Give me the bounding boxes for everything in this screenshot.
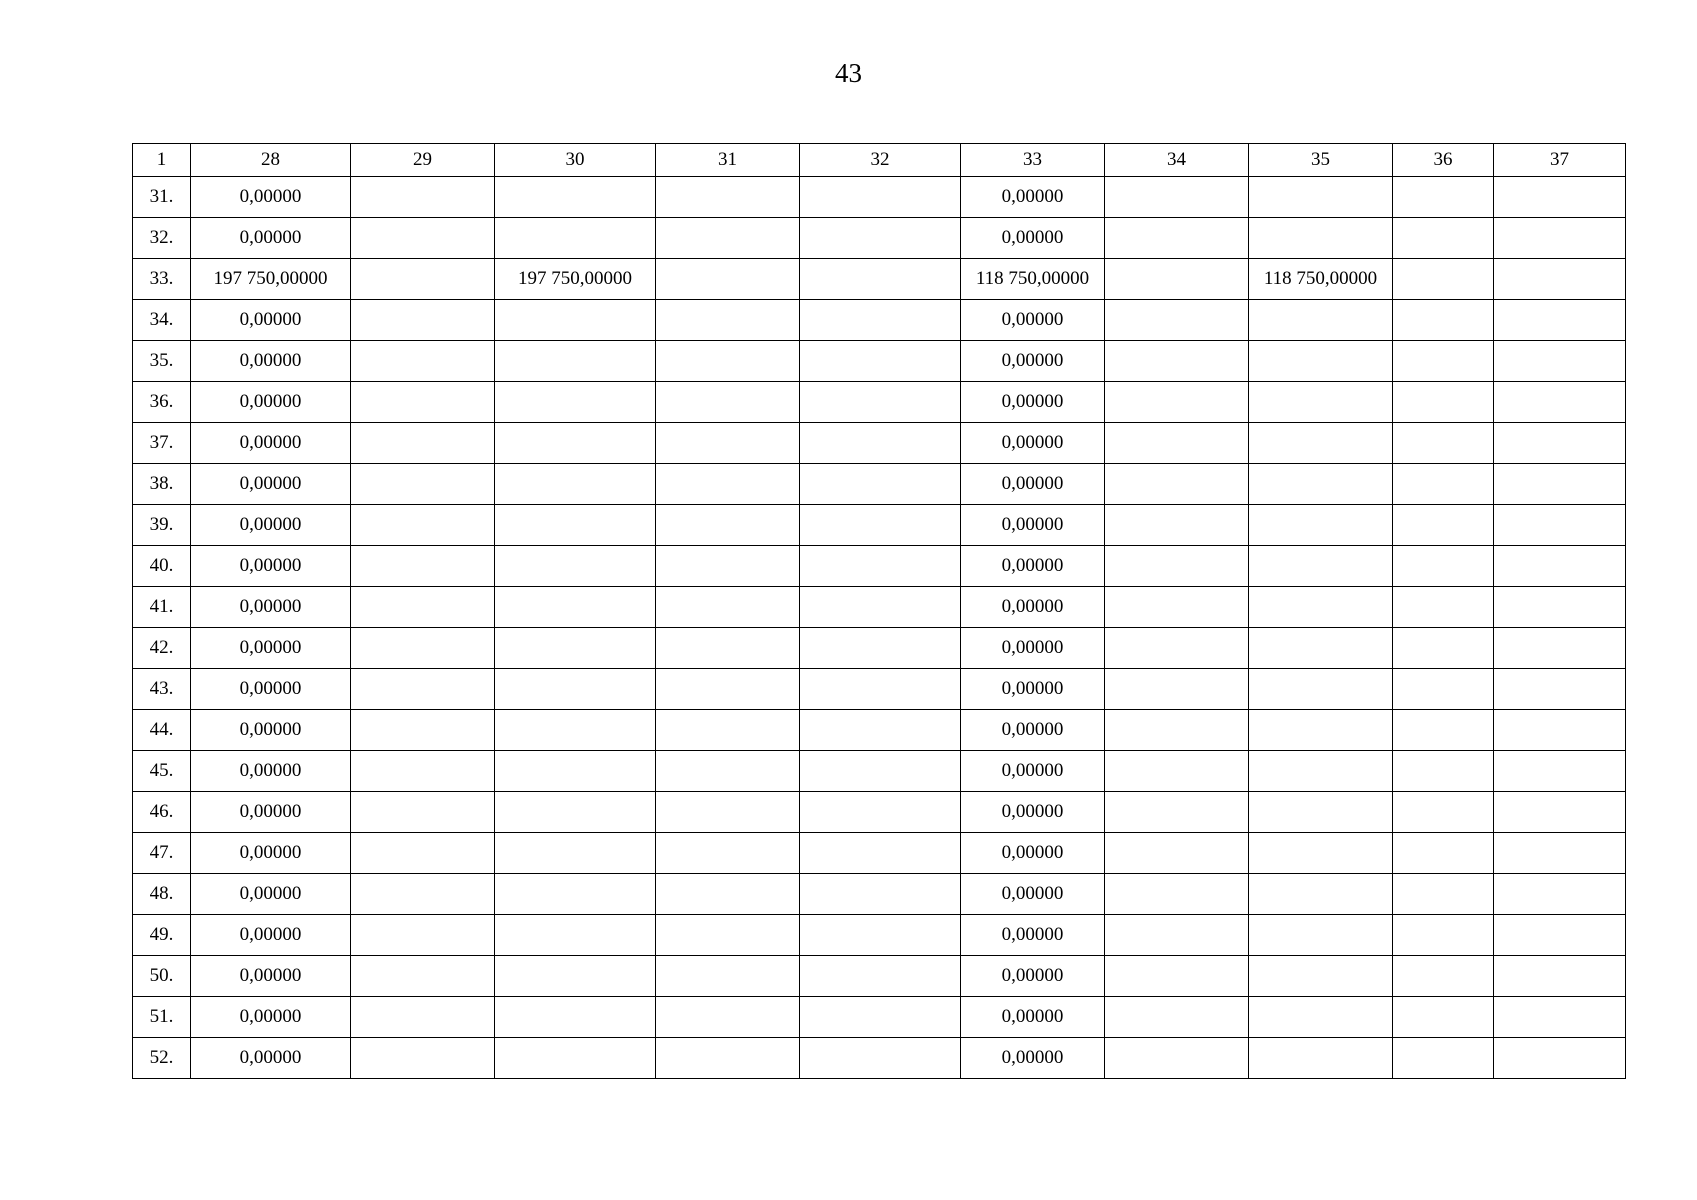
table-cell: 0,00000 <box>191 341 351 382</box>
table-cell <box>1393 464 1494 505</box>
table-cell <box>800 218 961 259</box>
table-cell: 118 750,00000 <box>1249 259 1393 300</box>
table-cell: 0,00000 <box>961 751 1105 792</box>
table-cell: 0,00000 <box>961 1038 1105 1079</box>
table-row <box>133 382 1626 423</box>
table-row <box>133 833 1626 874</box>
table-cell <box>1393 300 1494 341</box>
table-cell <box>1494 1038 1626 1079</box>
table-cell <box>1249 464 1393 505</box>
table-cell <box>800 874 961 915</box>
row-number-cell: 41. <box>133 587 191 628</box>
table-row <box>133 546 1626 587</box>
column-header: 28 <box>191 144 351 177</box>
table-cell <box>1494 874 1626 915</box>
table-cell <box>1105 874 1249 915</box>
table-cell <box>1494 423 1626 464</box>
table-cell <box>1494 997 1626 1038</box>
table-row <box>133 915 1626 956</box>
table-cell: 0,00000 <box>961 464 1105 505</box>
table-cell <box>656 341 800 382</box>
column-header: 37 <box>1494 144 1626 177</box>
table-cell <box>351 628 495 669</box>
table-cell: 0,00000 <box>961 997 1105 1038</box>
table-cell <box>800 259 961 300</box>
table-cell <box>800 669 961 710</box>
table-cell <box>495 546 656 587</box>
table-cell: 0,00000 <box>961 833 1105 874</box>
table-row <box>133 628 1626 669</box>
table-cell <box>1494 505 1626 546</box>
table-cell: 0,00000 <box>961 587 1105 628</box>
table-cell <box>1393 177 1494 218</box>
table-cell <box>351 997 495 1038</box>
table-cell <box>1393 382 1494 423</box>
table-cell <box>495 341 656 382</box>
table-cell <box>656 382 800 423</box>
table-row <box>133 956 1626 997</box>
table-cell: 0,00000 <box>191 464 351 505</box>
table-cell <box>1393 956 1494 997</box>
table-cell <box>1249 505 1393 546</box>
table-cell <box>351 669 495 710</box>
row-number-cell: 51. <box>133 997 191 1038</box>
table-cell <box>1105 546 1249 587</box>
column-header: 35 <box>1249 144 1393 177</box>
table-cell <box>351 833 495 874</box>
column-header: 30 <box>495 144 656 177</box>
table-cell: 0,00000 <box>961 300 1105 341</box>
table-cell <box>1105 669 1249 710</box>
table-cell <box>656 997 800 1038</box>
table-cell <box>800 300 961 341</box>
table-cell <box>351 218 495 259</box>
table-cell <box>800 956 961 997</box>
table-cell <box>1249 710 1393 751</box>
table-cell <box>351 341 495 382</box>
table-cell <box>1105 792 1249 833</box>
table-cell <box>656 710 800 751</box>
table-cell <box>351 505 495 546</box>
table-cell <box>1105 423 1249 464</box>
row-number-cell: 48. <box>133 874 191 915</box>
table-cell <box>1393 874 1494 915</box>
table-cell <box>351 956 495 997</box>
table-cell <box>1494 546 1626 587</box>
table-cell <box>1494 833 1626 874</box>
table-cell <box>1105 218 1249 259</box>
table-cell <box>1494 628 1626 669</box>
row-number-cell: 44. <box>133 710 191 751</box>
table-cell: 0,00000 <box>191 833 351 874</box>
table-cell <box>351 915 495 956</box>
column-header: 1 <box>133 144 191 177</box>
table-cell <box>495 792 656 833</box>
table-cell <box>1494 710 1626 751</box>
table-cell: 0,00000 <box>961 423 1105 464</box>
table-cell <box>495 956 656 997</box>
row-number-cell: 39. <box>133 505 191 546</box>
table-cell <box>1105 628 1249 669</box>
table-cell <box>495 300 656 341</box>
row-number-cell: 42. <box>133 628 191 669</box>
table-cell <box>1393 218 1494 259</box>
row-number-cell: 33. <box>133 259 191 300</box>
table-cell <box>1105 751 1249 792</box>
table-cell <box>800 587 961 628</box>
table-cell: 0,00000 <box>961 792 1105 833</box>
table-cell <box>1494 915 1626 956</box>
table-cell <box>800 628 961 669</box>
table-cell <box>656 177 800 218</box>
table-cell <box>800 382 961 423</box>
table-row <box>133 464 1626 505</box>
table-cell <box>1393 1038 1494 1079</box>
table-cell: 0,00000 <box>191 792 351 833</box>
table-cell: 0,00000 <box>961 710 1105 751</box>
table-cell <box>1393 915 1494 956</box>
header-row <box>133 144 1626 177</box>
table-cell <box>1393 710 1494 751</box>
row-number-cell: 52. <box>133 1038 191 1079</box>
table-cell <box>1105 915 1249 956</box>
table-cell <box>656 300 800 341</box>
table-cell <box>1249 997 1393 1038</box>
table-cell <box>656 669 800 710</box>
table-row <box>133 997 1626 1038</box>
table-cell <box>351 710 495 751</box>
table-cell <box>800 464 961 505</box>
table-cell: 0,00000 <box>961 628 1105 669</box>
table-row <box>133 218 1626 259</box>
table-cell: 0,00000 <box>961 505 1105 546</box>
table-cell: 0,00000 <box>191 218 351 259</box>
table-cell <box>1105 505 1249 546</box>
table-cell <box>1494 669 1626 710</box>
table-cell <box>1249 587 1393 628</box>
table-cell: 0,00000 <box>961 874 1105 915</box>
table-cell: 0,00000 <box>191 956 351 997</box>
row-number-cell: 40. <box>133 546 191 587</box>
table-cell <box>351 300 495 341</box>
table-cell <box>656 259 800 300</box>
table-cell <box>800 710 961 751</box>
table-row <box>133 710 1626 751</box>
column-header: 33 <box>961 144 1105 177</box>
table-cell <box>656 464 800 505</box>
table-cell <box>1393 505 1494 546</box>
table-cell <box>800 1038 961 1079</box>
table-cell <box>656 1038 800 1079</box>
table-cell: 197 750,00000 <box>191 259 351 300</box>
table-cell <box>1393 997 1494 1038</box>
table-cell <box>1393 587 1494 628</box>
table-cell <box>1393 833 1494 874</box>
table-cell <box>1105 382 1249 423</box>
table-cell: 0,00000 <box>191 505 351 546</box>
table-cell: 0,00000 <box>961 669 1105 710</box>
table-cell <box>495 874 656 915</box>
table-cell <box>351 382 495 423</box>
table-cell <box>1249 300 1393 341</box>
table-cell <box>1105 956 1249 997</box>
table-cell <box>351 751 495 792</box>
table-row <box>133 341 1626 382</box>
table-cell <box>495 997 656 1038</box>
table-cell <box>1249 341 1393 382</box>
table-row <box>133 669 1626 710</box>
column-header: 34 <box>1105 144 1249 177</box>
row-number-cell: 31. <box>133 177 191 218</box>
column-header: 29 <box>351 144 495 177</box>
table-row <box>133 259 1626 300</box>
table-cell <box>495 218 656 259</box>
row-number-cell: 50. <box>133 956 191 997</box>
table-cell <box>351 1038 495 1079</box>
table-cell: 0,00000 <box>191 300 351 341</box>
table-cell <box>800 997 961 1038</box>
table-cell <box>656 505 800 546</box>
table-cell <box>1393 792 1494 833</box>
table-cell: 0,00000 <box>961 177 1105 218</box>
table-cell <box>1393 751 1494 792</box>
table-cell: 197 750,00000 <box>495 259 656 300</box>
table-cell: 0,00000 <box>191 997 351 1038</box>
table-cell: 0,00000 <box>961 546 1105 587</box>
table-cell <box>1249 792 1393 833</box>
table-cell <box>351 587 495 628</box>
table-cell <box>351 874 495 915</box>
table-cell <box>495 628 656 669</box>
table-row <box>133 792 1626 833</box>
table-row <box>133 505 1626 546</box>
table-cell <box>656 751 800 792</box>
table-cell <box>1105 341 1249 382</box>
table-cell <box>800 505 961 546</box>
table-cell <box>1249 423 1393 464</box>
table-cell <box>1249 1038 1393 1079</box>
row-number-cell: 46. <box>133 792 191 833</box>
table-body <box>133 177 1626 1079</box>
table-cell <box>1494 587 1626 628</box>
table-cell: 0,00000 <box>191 710 351 751</box>
table-cell: 0,00000 <box>191 1038 351 1079</box>
table-row <box>133 177 1626 218</box>
column-header: 32 <box>800 144 961 177</box>
table-cell <box>800 915 961 956</box>
table-cell <box>495 423 656 464</box>
table-cell: 0,00000 <box>191 382 351 423</box>
table-cell <box>1494 956 1626 997</box>
table-cell: 0,00000 <box>191 751 351 792</box>
table-cell <box>495 177 656 218</box>
table-cell <box>495 915 656 956</box>
table-cell <box>1494 259 1626 300</box>
table-cell <box>800 341 961 382</box>
table-cell: 118 750,00000 <box>961 259 1105 300</box>
table-cell <box>1494 218 1626 259</box>
table-cell: 0,00000 <box>191 546 351 587</box>
row-number-cell: 32. <box>133 218 191 259</box>
table-cell <box>495 833 656 874</box>
table-cell <box>656 792 800 833</box>
table-cell <box>1249 669 1393 710</box>
table-cell <box>800 546 961 587</box>
row-number-cell: 34. <box>133 300 191 341</box>
table-cell: 0,00000 <box>961 915 1105 956</box>
table-cell <box>656 956 800 997</box>
table-cell <box>351 423 495 464</box>
table-cell <box>1249 956 1393 997</box>
table-cell <box>656 423 800 464</box>
table-cell <box>1393 669 1494 710</box>
table-cell <box>1249 915 1393 956</box>
table-cell <box>351 464 495 505</box>
table-cell: 0,00000 <box>191 587 351 628</box>
table-cell <box>495 1038 656 1079</box>
table-cell <box>1393 628 1494 669</box>
table-cell <box>656 587 800 628</box>
table-row <box>133 751 1626 792</box>
row-number-cell: 49. <box>133 915 191 956</box>
table-cell: 0,00000 <box>961 382 1105 423</box>
data-table <box>132 143 1626 1079</box>
table-cell: 0,00000 <box>191 915 351 956</box>
table-cell <box>656 874 800 915</box>
table-cell: 0,00000 <box>191 874 351 915</box>
table-cell <box>495 382 656 423</box>
table-cell <box>1494 792 1626 833</box>
table-row <box>133 587 1626 628</box>
row-number-cell: 38. <box>133 464 191 505</box>
table-cell <box>351 792 495 833</box>
table-cell <box>800 792 961 833</box>
table-cell <box>1494 341 1626 382</box>
table-cell <box>1494 382 1626 423</box>
table-cell <box>495 464 656 505</box>
table-row <box>133 300 1626 341</box>
table-cell <box>495 587 656 628</box>
table-row <box>133 423 1626 464</box>
table-cell <box>1105 1038 1249 1079</box>
table-cell <box>1494 177 1626 218</box>
table-cell <box>656 833 800 874</box>
table-cell <box>656 218 800 259</box>
table-cell <box>351 177 495 218</box>
table-cell <box>1249 751 1393 792</box>
table-cell <box>800 833 961 874</box>
table-cell <box>1249 628 1393 669</box>
table-cell <box>1105 833 1249 874</box>
table-cell <box>800 177 961 218</box>
row-number-cell: 43. <box>133 669 191 710</box>
column-header: 31 <box>656 144 800 177</box>
table-row <box>133 874 1626 915</box>
table-cell <box>1249 546 1393 587</box>
table-cell <box>1249 177 1393 218</box>
row-number-cell: 36. <box>133 382 191 423</box>
table-cell: 0,00000 <box>961 218 1105 259</box>
table-cell <box>1105 710 1249 751</box>
table-cell <box>1105 177 1249 218</box>
table-cell <box>1249 382 1393 423</box>
table-cell: 0,00000 <box>961 956 1105 997</box>
table-cell <box>1105 997 1249 1038</box>
table-cell: 0,00000 <box>191 423 351 464</box>
table-cell <box>495 710 656 751</box>
table-cell <box>800 423 961 464</box>
table-cell <box>656 915 800 956</box>
table-cell <box>1105 464 1249 505</box>
table-cell <box>1249 218 1393 259</box>
table-cell <box>1393 341 1494 382</box>
table-cell <box>1105 300 1249 341</box>
row-number-cell: 47. <box>133 833 191 874</box>
table-cell: 0,00000 <box>961 341 1105 382</box>
table-cell <box>495 669 656 710</box>
table-cell <box>1393 546 1494 587</box>
table-row <box>133 1038 1626 1079</box>
table-cell <box>1249 874 1393 915</box>
row-number-cell: 35. <box>133 341 191 382</box>
table-cell <box>656 546 800 587</box>
table-cell <box>656 628 800 669</box>
table-cell <box>1393 259 1494 300</box>
row-number-cell: 37. <box>133 423 191 464</box>
table-cell <box>495 505 656 546</box>
table-cell: 0,00000 <box>191 177 351 218</box>
table-cell <box>1494 751 1626 792</box>
table-cell <box>1494 464 1626 505</box>
table-cell: 0,00000 <box>191 669 351 710</box>
table-cell <box>1105 587 1249 628</box>
table-cell <box>1105 259 1249 300</box>
table-cell <box>800 751 961 792</box>
table-cell <box>1494 300 1626 341</box>
column-header: 36 <box>1393 144 1494 177</box>
table-cell <box>351 259 495 300</box>
table-cell <box>1249 833 1393 874</box>
page-number: 43 <box>835 58 862 88</box>
table-cell <box>351 546 495 587</box>
table-cell <box>495 751 656 792</box>
table-cell <box>1393 423 1494 464</box>
row-number-cell: 45. <box>133 751 191 792</box>
table-cell: 0,00000 <box>191 628 351 669</box>
